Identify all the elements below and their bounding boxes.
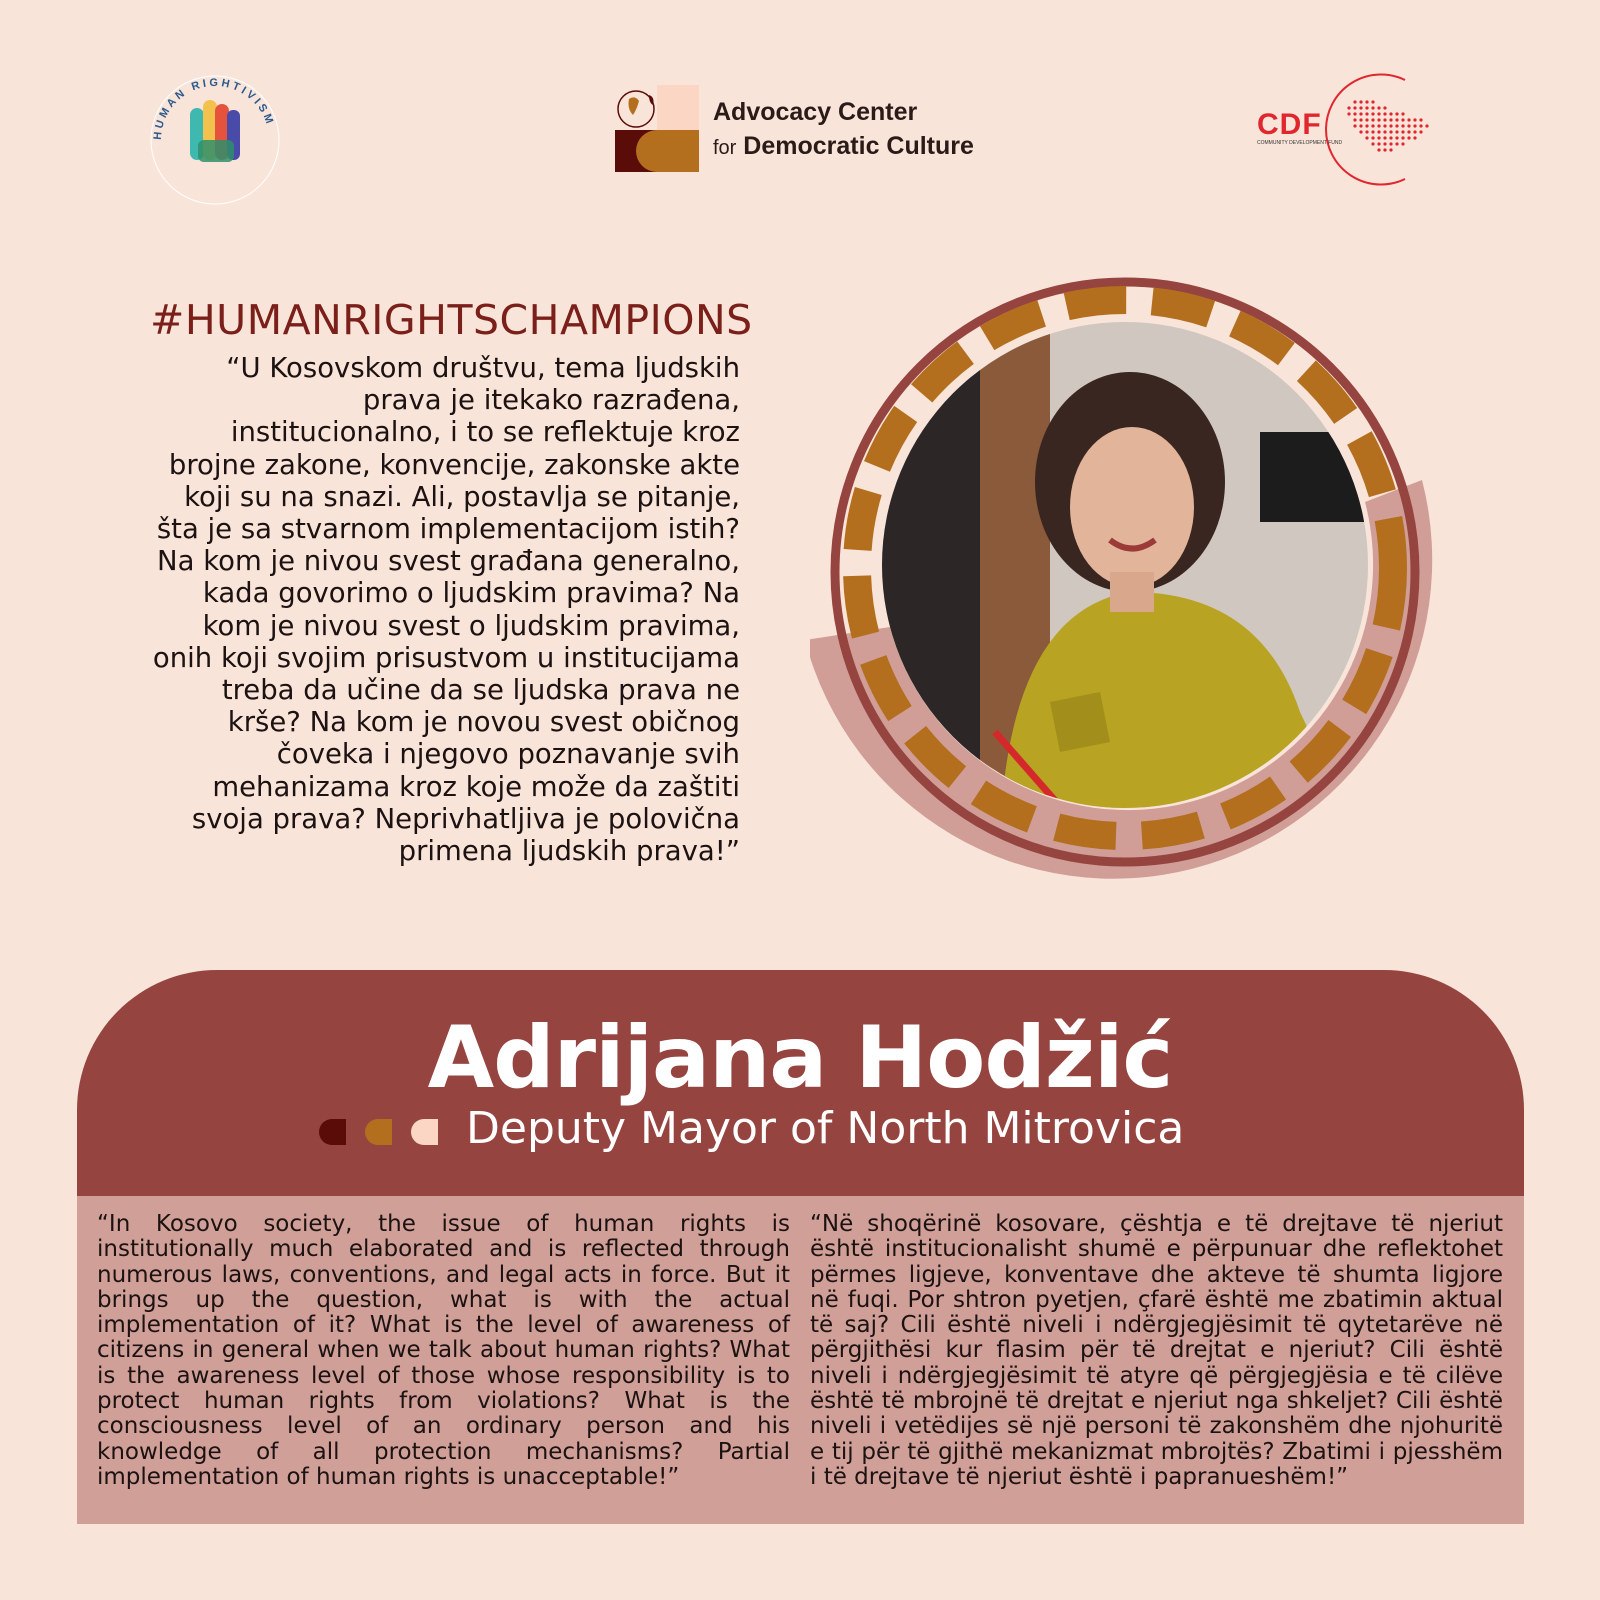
human-rightivism-logo: [145, 70, 285, 210]
person-name: Adrijana Hodžić: [427, 1008, 1173, 1108]
logo-ring-text: HUMAN RIGHTIVISM: [151, 76, 277, 141]
quote-english: “In Kosovo society, the issue of human rights is institutionally much elaborated and is reflected through numerous laws, conventions, and legal acts in force. But it brings up the question, what is with the actual implementation of it? What is the level of awareness of citizens in general when we talk about human rights? What is the awareness level of those whose responsibility is to protect human rights from violations? What is the consciousness level of an ordinary person and his knowledge of all protection mechanisms? Partial implementation of human rights is unacceptable!”: [97, 1211, 790, 1490]
cdf-name: CDF: [1257, 108, 1322, 141]
acdc-for: for: [713, 137, 737, 159]
acdc-logo: [615, 85, 995, 175]
translations-panel: [77, 1196, 1524, 1524]
acdc-logo-icon: [615, 85, 705, 175]
kosovo-map-dots-icon: [1347, 100, 1428, 151]
acdc-name-line2: Democratic Culture: [743, 132, 974, 160]
portrait-frame: [810, 272, 1460, 902]
cdf-logo: [1255, 72, 1455, 187]
quote-albanian: “Në shoqërinë kosovare, çështja e të drejtave të njeriut është institucionalisht shumë e përpunuar dhe reflektohet përmes ligjeve, konventave dhe akteve të shumta ligjore në fuqi. Por shtron pyetjen, çfarë është me zbatimin aktual të saj? Cili është niveli i ndërgjegjësimit të qytetarëve në përgjithësi kur flasim për të drejtat e njeriut? Cili është niveli i ndërgjegjësimit të atyre që përgjegjësia e të cilëve është të mbrojnë të drejtat e njeriut nga shkeljet? Cili është niveli i vetëdijes së një personi të zakonshëm dhe njohuritë e tij për të gjithë mekanizmat mbrojtës? Zbatimi i pjesshëm i të drejtave të njeriut është i papranueshëm!”: [810, 1211, 1503, 1490]
acdc-name-line1: Advocacy Center: [713, 98, 918, 126]
raised-hands-logo-icon: [190, 100, 240, 162]
cdf-subtitle: COMMUNITY DEVELOPMENT FUND: [1257, 140, 1343, 146]
decorative-dots-icon: [318, 1115, 448, 1149]
quote-serbian: “U Kosovskom društvu, tema ljudskih prava je itekako razrađena, institucionalno, i to se reflektuje kroz brojne zakone, konvencije, zakonske akte koji su na snazi. Ali, postavlja se pitanje, šta je sa stvarnom implementacijom istih? Na kom je nivou svest građana generalno, kada govorimo o ljudskim pravima? Na kom je nivou svest o ljudskim pravima, onih koji svojim prisustvom u institucijama treba da učine da se ljudska prava ne krše? Na kom je novou svest običnog čoveka i njegovo poznavanje svih mehanizama kroz koje može da zaštiti svoja prava? Neprivhatljiva je polovična primena ljudskih prava!”: [152, 352, 740, 868]
hashtag-title: #HUMANRIGHTSCHAMPIONS: [150, 296, 753, 344]
person-role: Deputy Mayor of North Mitrovica: [466, 1103, 1185, 1154]
